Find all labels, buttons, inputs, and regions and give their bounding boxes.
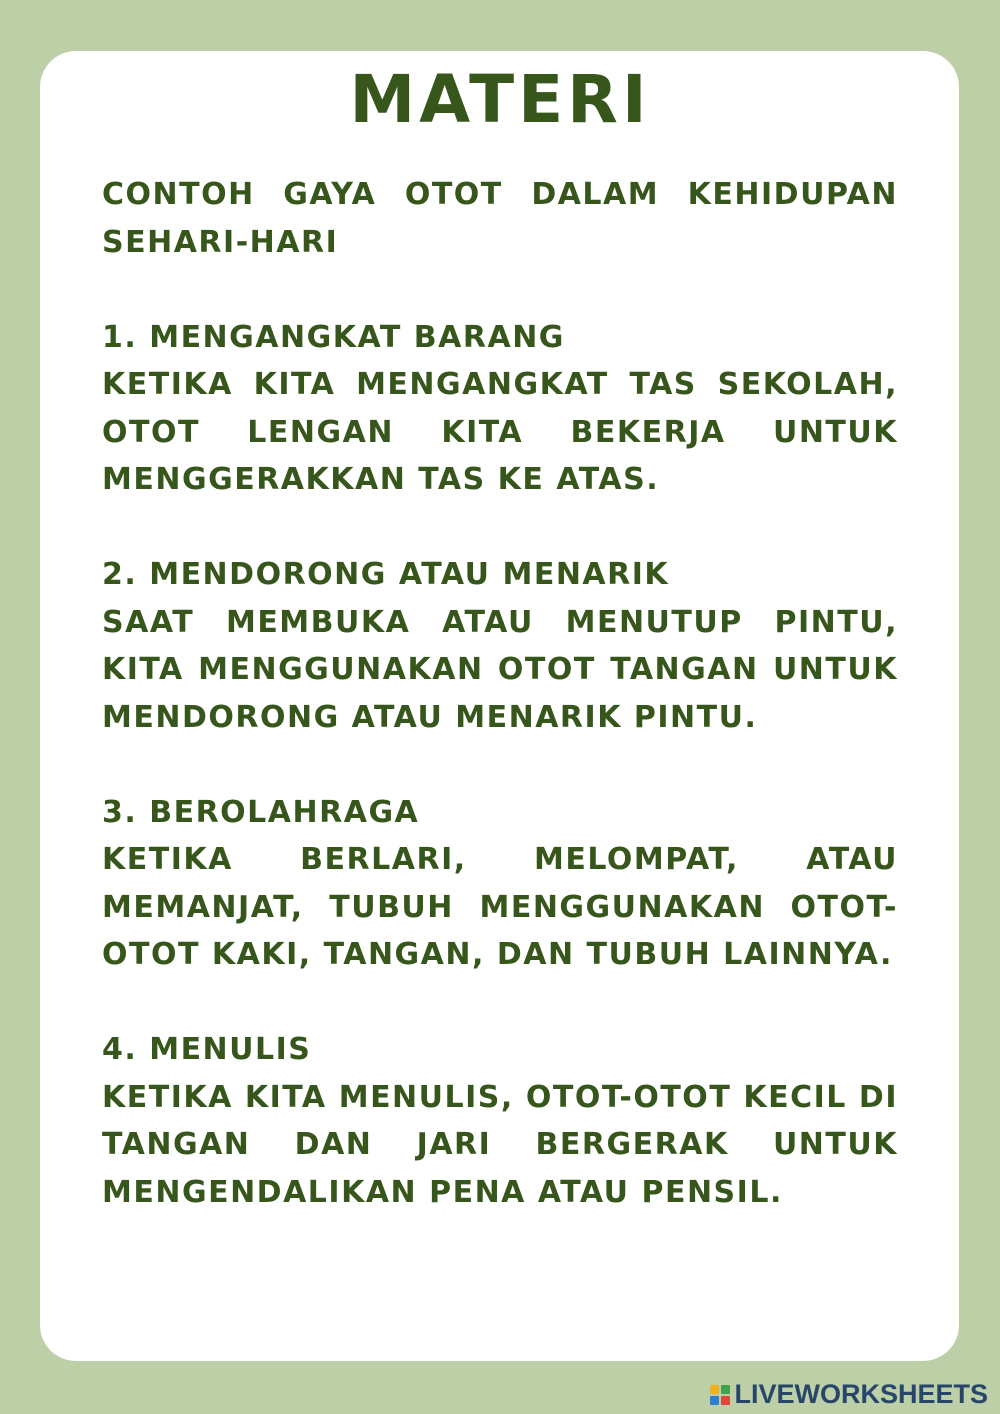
section-body: KETIKA KITA MENULIS, OTOT-OTOT KECIL DI TANGAN DAN JARI BERGERAK UNTUK MENGENDALIKAN PENA ATAU PENSIL. bbox=[102, 1079, 898, 1210]
section-body: KETIKA KITA MENGANGKAT TAS SEKOLAH, OTOT LENGAN KITA BEKERJA UNTUK MENGGERAKKAN TAS KE ATAS. bbox=[102, 367, 898, 497]
page-title: MATERI bbox=[349, 61, 651, 138]
section-1 bbox=[102, 314, 898, 504]
section-heading: 3. BEROLAHRAGA bbox=[102, 794, 420, 830]
section-heading: 4. MENULIS bbox=[102, 1032, 312, 1067]
section-heading: 2. MENDORONG ATAU MENARIK bbox=[102, 557, 670, 592]
logo-square bbox=[721, 1396, 730, 1405]
section-3 bbox=[102, 789, 898, 979]
logo-square bbox=[721, 1385, 730, 1394]
logo-square bbox=[710, 1396, 719, 1405]
section-4 bbox=[102, 1026, 898, 1216]
liveworksheets-watermark[interactable] bbox=[710, 1379, 988, 1410]
brand-name: LIVEWORKSHEETS bbox=[734, 1379, 988, 1409]
intro-text: CONTOH GAYA OTOT DALAM KEHIDUPAN SEHARI-HARI bbox=[102, 177, 898, 260]
section-2 bbox=[102, 551, 898, 741]
logo-square bbox=[710, 1385, 719, 1394]
liveworksheets-logo-icon bbox=[710, 1385, 730, 1405]
section-body: KETIKA BERLARI, MELOMPAT, ATAU MEMANJAT, TUBUH MENGGUNAKAN OTOT-OTOT KAKI, TANGAN, DAN TUBUH LAINNYA. bbox=[102, 842, 898, 972]
section-heading: 1. MENGANGKAT BARANG bbox=[102, 319, 565, 355]
section-body: SAAT MEMBUKA ATAU MENUTUP PINTU, KITA MENGGUNAKAN OTOT TANGAN UNTUK MENDORONG ATAU MENARIK PINTU. bbox=[102, 604, 898, 735]
content-body bbox=[102, 171, 898, 1216]
